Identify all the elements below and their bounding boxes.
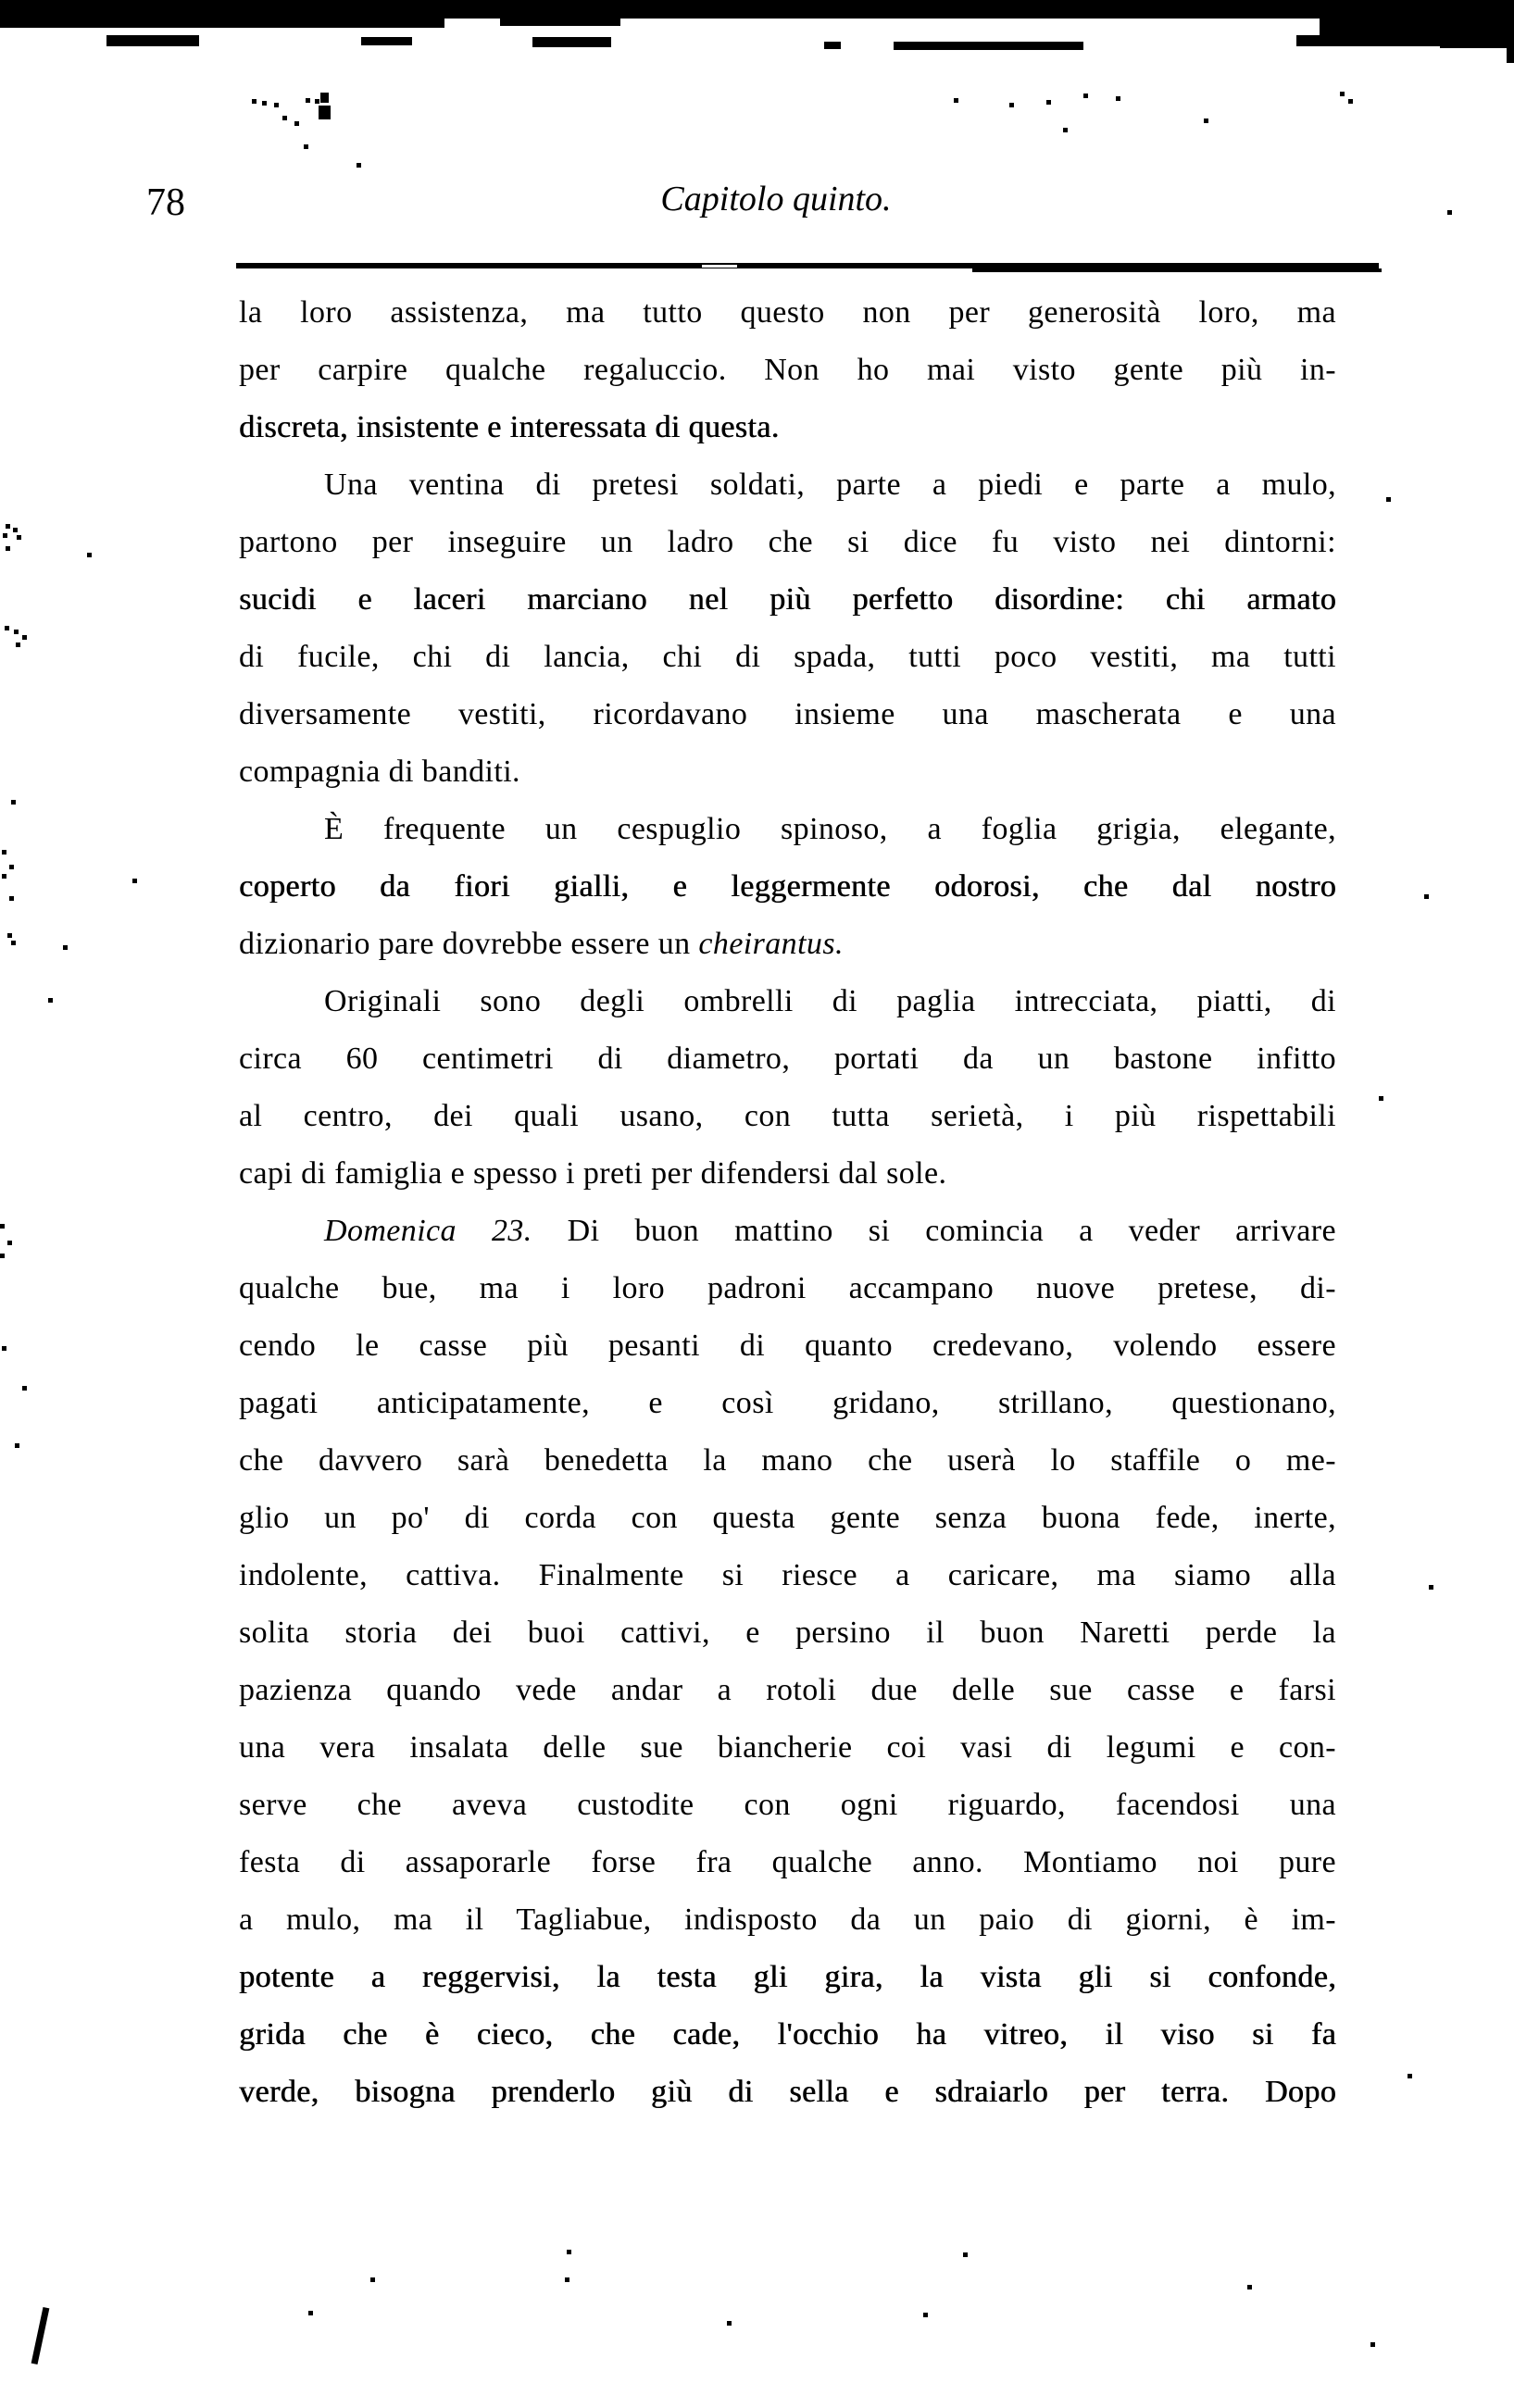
scan-artifact bbox=[0, 19, 444, 28]
text-line bbox=[239, 686, 1336, 743]
scan-artifact bbox=[894, 42, 1083, 50]
scan-artifact bbox=[31, 2307, 50, 2364]
text-line bbox=[239, 629, 1336, 686]
text-line bbox=[239, 1777, 1336, 1834]
page-number: 78 bbox=[146, 181, 185, 224]
body-text: È frequente un cespuglio spinoso, a foglia grigia, elegante, bbox=[324, 812, 1336, 846]
text-line bbox=[239, 858, 1336, 916]
body-text: circa 60 centimetri di diametro, portati da un bastone infitto bbox=[239, 1042, 1336, 1076]
text-line bbox=[239, 571, 1336, 629]
body-text: di fucile, chi di lancia, chi di spada, tutti poco vestiti, ma tutti bbox=[239, 640, 1336, 674]
body-text: solita storia dei buoi cattivi, e persino il buon Naretti perde la bbox=[239, 1616, 1336, 1650]
body-text: grida che è cieco, che cade, l'occhio ha vitreo, il viso si fa bbox=[239, 2017, 1336, 2052]
scan-artifact bbox=[1296, 35, 1449, 46]
body-text: a mulo, ma il Tagliabue, indisposto da un paio di giorni, è im- bbox=[239, 1903, 1336, 1937]
text-block bbox=[239, 284, 1336, 2121]
header-rule-gap bbox=[702, 265, 737, 268]
text-line bbox=[239, 1203, 1336, 1260]
body-text: Di buon mattino si comincia a veder arrivare bbox=[532, 1214, 1336, 1248]
scan-artifact bbox=[320, 93, 329, 103]
body-text: cendo le casse più pesanti di quanto credevano, volendo essere bbox=[239, 1329, 1336, 1363]
body-text: coperto da fiori gialli, e leggermente odorosi, che dal nostro bbox=[239, 869, 1336, 904]
scan-artifact bbox=[319, 106, 331, 119]
text-line bbox=[239, 973, 1336, 1030]
italic-text: Domenica 23. bbox=[324, 1214, 532, 1248]
body-text: sucidi e laceri marciano nel più perfetto disordine: chi armato bbox=[239, 582, 1336, 617]
body-text: discreta, insistente e interessata di questa. bbox=[239, 410, 780, 444]
body-text: Originali sono degli ombrelli di paglia intrecciata, piatti, di bbox=[324, 984, 1336, 1018]
scan-artifact bbox=[1507, 35, 1514, 63]
scan-artifact bbox=[106, 35, 199, 46]
body-text: potente a reggervisi, la testa gli gira, la vista gli si confonde, bbox=[239, 1960, 1336, 1994]
text-line bbox=[239, 1834, 1336, 1891]
text-line bbox=[239, 801, 1336, 858]
body-text: Una ventina di pretesi soldati, parte a piedi e parte a mulo, bbox=[324, 468, 1336, 502]
body-text: partono per inseguire un ladro che si dice fu visto nei dintorni: bbox=[239, 525, 1336, 559]
text-line bbox=[239, 916, 1336, 973]
body-text: dizionario pare dovrebbe essere un bbox=[239, 927, 699, 961]
body-text: indolente, cattiva. Finalmente si riesce a caricare, ma siamo alla bbox=[239, 1558, 1336, 1592]
scan-speckles bbox=[0, 0, 5, 5]
text-line bbox=[239, 1088, 1336, 1145]
body-text: glio un po' di corda con questa gente senza buona fede, inerte, bbox=[239, 1501, 1336, 1535]
scan-artifact bbox=[500, 19, 620, 26]
text-line bbox=[239, 456, 1336, 514]
body-text: capi di famiglia e spesso i preti per difendersi dal sole. bbox=[239, 1156, 947, 1191]
text-line bbox=[239, 1547, 1336, 1604]
text-line bbox=[239, 1719, 1336, 1777]
scan-artifact bbox=[361, 37, 412, 45]
text-line bbox=[239, 1604, 1336, 1662]
body-text: che davvero sarà benedetta la mano che userà lo staffile o me- bbox=[239, 1443, 1336, 1478]
body-text: pagati anticipatamente, e così gridano, strillano, questionano, bbox=[239, 1386, 1336, 1420]
text-line bbox=[239, 1490, 1336, 1547]
body-text: qualche bue, ma i loro padroni accampano nuove pretese, di- bbox=[239, 1271, 1336, 1305]
text-line bbox=[239, 1891, 1336, 1949]
running-header-title: Capitolo quinto. bbox=[660, 180, 892, 218]
body-text: pazienza quando vede andar a rotoli due delle sue casse e farsi bbox=[239, 1673, 1336, 1707]
body-text: diversamente vestiti, ricordavano insieme una mascherata e una bbox=[239, 697, 1336, 731]
text-line bbox=[239, 1432, 1336, 1490]
text-line bbox=[239, 1949, 1336, 2006]
body-text: serve che aveva custodite con ogni riguardo, facendosi una bbox=[239, 1788, 1336, 1822]
body-text: verde, bisogna prenderlo giù di sella e sdraiarlo per terra. Dopo bbox=[239, 2075, 1336, 2109]
body-text: festa di assaporarle forse fra qualche anno. Montiamo noi pure bbox=[239, 1845, 1336, 1879]
text-line bbox=[239, 1030, 1336, 1088]
text-line bbox=[239, 1375, 1336, 1432]
scan-artifact-top-bar bbox=[0, 0, 1514, 19]
body-text: la loro assistenza, ma tutto questo non per generosità loro, ma bbox=[239, 295, 1336, 330]
text-line bbox=[239, 2064, 1336, 2121]
scan-artifact bbox=[532, 37, 611, 47]
italic-text: cheirantus. bbox=[698, 927, 844, 961]
body-text: per carpire qualche regaluccio. Non ho mai visto gente più in- bbox=[239, 353, 1336, 387]
body-text: una vera insalata delle sue biancherie coi vasi di legumi e con- bbox=[239, 1730, 1336, 1765]
text-line bbox=[239, 1145, 1336, 1203]
text-line bbox=[239, 1317, 1336, 1375]
scan-artifact bbox=[824, 42, 841, 49]
header-rule bbox=[972, 268, 1382, 272]
scan-artifact bbox=[1440, 0, 1514, 48]
text-line bbox=[239, 284, 1336, 342]
body-text: compagnia di banditi. bbox=[239, 755, 520, 789]
text-line bbox=[239, 342, 1336, 399]
body-text: al centro, dei quali usano, con tutta serietà, i più rispettabili bbox=[239, 1099, 1336, 1133]
text-line bbox=[239, 1662, 1336, 1719]
text-line bbox=[239, 1260, 1336, 1317]
text-line bbox=[239, 514, 1336, 571]
text-line bbox=[239, 399, 1336, 456]
text-line bbox=[239, 2006, 1336, 2064]
text-line bbox=[239, 743, 1336, 801]
